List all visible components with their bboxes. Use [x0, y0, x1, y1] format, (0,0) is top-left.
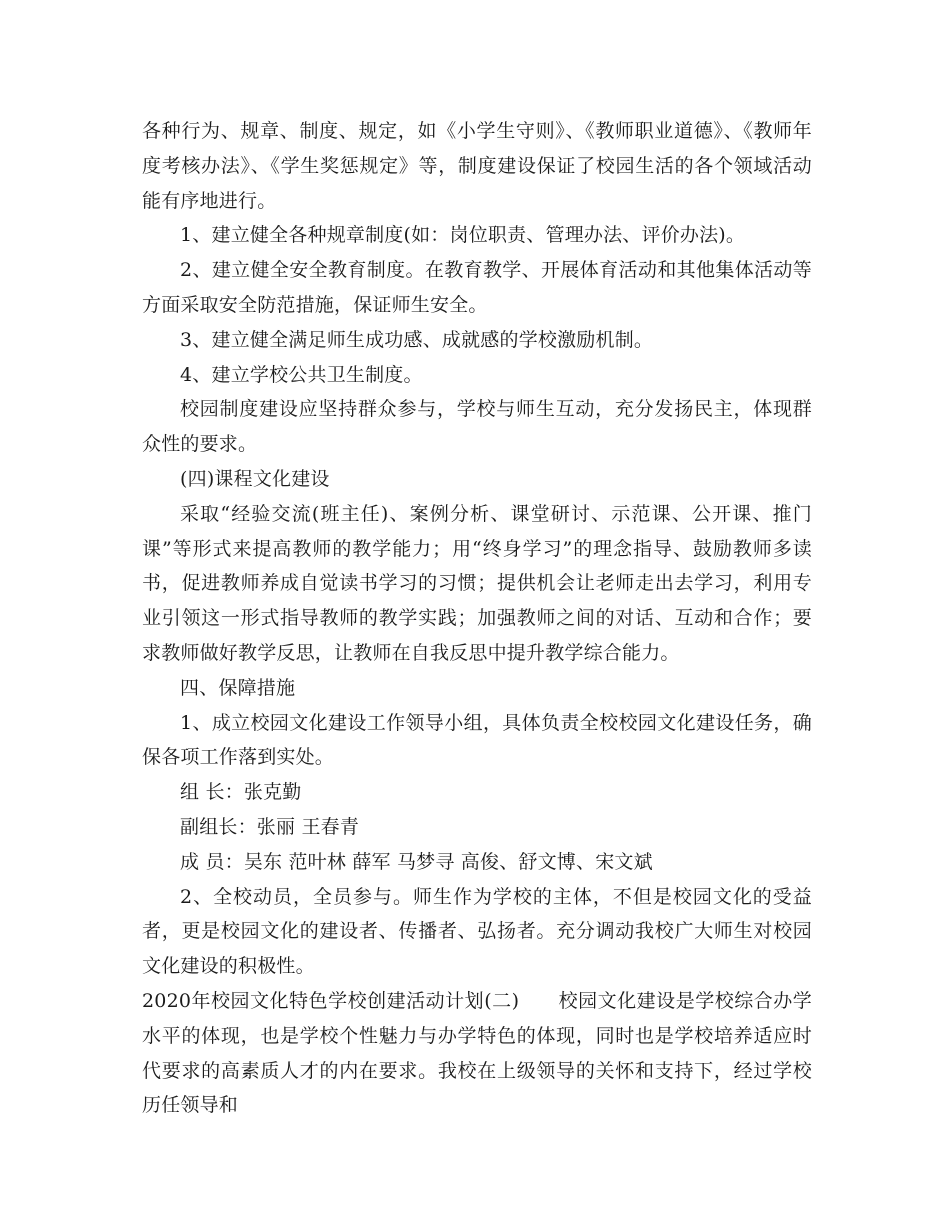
paragraph-rules-item-4: 4、建立学校公共卫生制度。 — [180, 363, 423, 386]
paragraph-measures-item-2: 2、全校动员，全员参与。师生作为学校的主体，不但是校园文化的受益者，更是校园文化的建设者、传播者、弘扬者。充分调动我校广大师生对校园文化建设的积极性。 — [142, 885, 812, 978]
team-deputy-line: 副组长：张丽 王春青 — [180, 815, 360, 838]
paragraph-curriculum: 采取“经验交流(班主任)、案例分析、课堂研讨、示范课、公开课、推门课”等形式来提高教师的教学能力；用“终身学习”的理念指导、鼓励教师多读书，促进教师养成自觉读书学习的习惯；提供机会让老师走出去学习，利用专业引领这一形式指导教师的教学实践；加强教师之间的对话、互动和合作；要求教师做好教学反思，让教师在自我反思中提升教学综合能力。 — [142, 502, 812, 664]
section-heading-measures: 四、保障措施 — [180, 676, 296, 699]
paragraph-plan-two-intro: 2020年校园文化特色学校创建活动计划(二) 校园文化建设是学校综合办学水平的体现，也是学校个性魅力与办学特色的体现，同时也是学校培养适应时代要求的高素质人才的内在要求。我校在上级领导的关怀和支持下，经过学校历任领导和 — [142, 989, 812, 1117]
paragraph-measures-item-1: 1、成立校园文化建设工作领导小组，具体负责全校校园文化建设任务，确保各项工作落到实处。 — [142, 711, 812, 769]
paragraph-rules-item-1: 1、建立健全各种规章制度(如：岗位职责、管理办法、评价办法)。 — [180, 224, 746, 247]
section-heading-curriculum: (四)课程文化建设 — [180, 467, 330, 490]
paragraph-rules-summary: 校园制度建设应坚持群众参与，学校与师生互动，充分发扬民主，体现群众性的要求。 — [142, 398, 812, 456]
team-leader-line: 组 长：张克勤 — [180, 781, 302, 804]
document-body — [142, 114, 812, 1123]
team-members-line: 成 员：吴东 范叶林 薛军 马梦寻 高俊、舒文博、宋文斌 — [180, 850, 653, 873]
paragraph-rules-item-2: 2、建立健全安全教育制度。在教育教学、开展体育活动和其他集体活动等方面采取安全防范措施，保证师生安全。 — [142, 259, 812, 316]
paragraph-rules-intro: 各种行为、规章、制度、规定，如《小学生守则》、《教师职业道德》、《教师年度考核办法》、《学生奖惩规定》等，制度建设保证了校园生活的各个领域活动能有序地进行。 — [142, 120, 812, 212]
paragraph-rules-item-3: 3、建立健全满足师生成功感、成就感的学校激励机制。 — [180, 328, 654, 351]
